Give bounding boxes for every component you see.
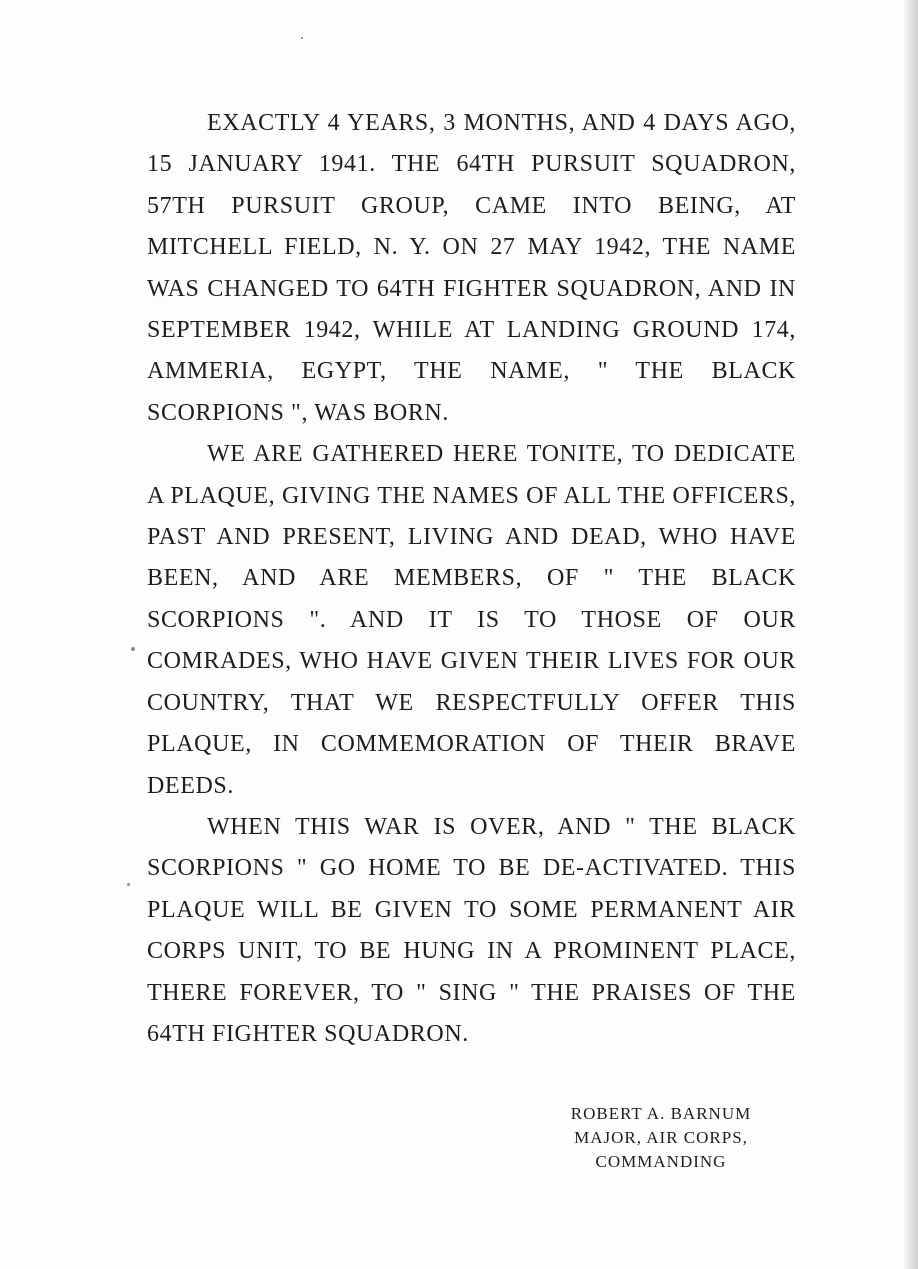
letter-body (147, 103, 796, 1055)
page-edge-shadow (904, 0, 918, 1269)
paper-speck (301, 37, 303, 39)
signature-name: ROBERT A. BARNUM (570, 1104, 752, 1123)
signature-rank: MAJOR, AIR CORPS, (574, 1128, 748, 1147)
signature-block (546, 1102, 776, 1174)
paragraph-history: EXACTLY 4 YEARS, 3 MONTHS, AND 4 DAYS AGO, 15 JANUARY 1941. THE 64TH PURSUIT SQUADRON, 57TH PURSUIT GROUP, CAME INTO BEING, AT MITCHELL FIELD, N. Y. ON 27 MAY 1942, THE NAME WAS CHANGED TO 64TH FIGHTER SQUADRON, AND IN SEPTEMBER 1942, WHILE AT LANDING GROUND 174, AMMERIA, EGYPT, THE NAME, " THE BLACK SCORPIONS ", WAS BORN. (147, 110, 796, 426)
paragraph-future: WHEN THIS WAR IS OVER, AND " THE BLACK SCORPIONS " GO HOME TO BE DE-ACTIVATED. THIS PLAQUE WILL BE GIVEN TO SOME PERMANENT AIR CORPS UNIT, TO BE HUNG IN A PROMINENT PLACE, THERE FOREVER, TO " SING " THE PRAISES OF THE 64TH FIGHTER SQUADRON. (147, 813, 796, 1047)
paragraph-dedication: WE ARE GATHERED HERE TONITE, TO DEDICATE A PLAQUE, GIVING THE NAMES OF ALL THE OFFICERS, PAST AND PRESENT, LIVING AND DEAD, WHO HAVE BEEN, AND ARE MEMBERS, OF " THE BLACK SCORPIONS ". AND IT IS TO THOSE OF OUR COMRADES, WHO HAVE GIVEN THEIR LIVES FOR OUR COUNTRY, THAT WE RESPECTFULLY OFFER THIS PLAQUE, IN COMMEMORATION OF THEIR BRAVE DEEDS. (147, 441, 796, 799)
signature-role: COMMANDING (595, 1152, 727, 1171)
paper-speck (131, 647, 135, 651)
paper-speck (127, 883, 130, 886)
